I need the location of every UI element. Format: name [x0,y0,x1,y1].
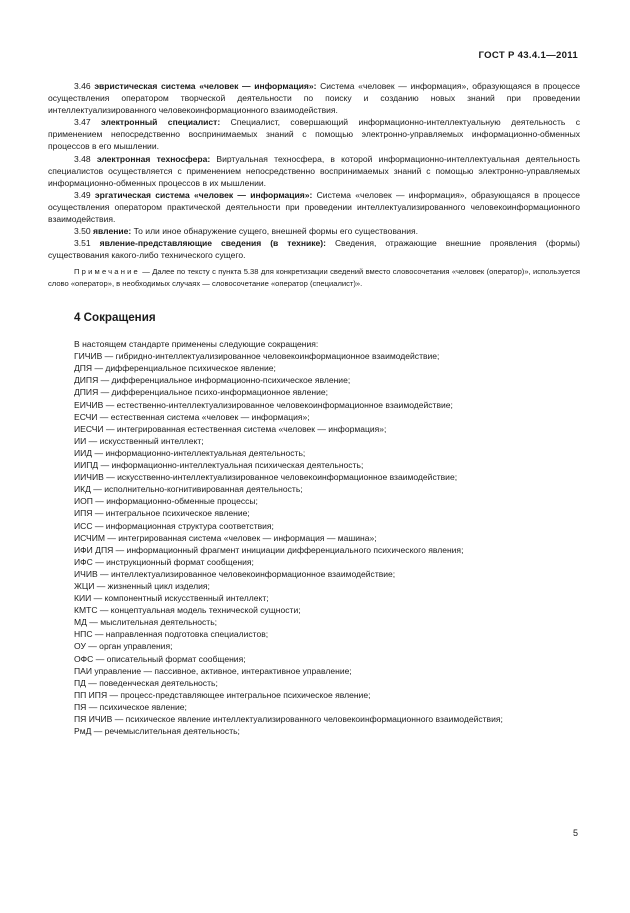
abbreviation-item: ИСС — информационная структура соответствия; [74,520,274,531]
term-definition: Система «человек — информация», образующаяся в процессе осуществления оператором практической деятельности при проведении интеллектуализированного человекоинформационного взаимодействия. [48,189,581,225]
abbreviation-item: РмД — речемыслительная деятельность; [74,726,240,737]
abbreviation-item: МД — мыслительная деятельность; [74,617,218,628]
term-name: эвристическая система «человек — информация»: [94,81,317,91]
abbreviation-item: ЕСЧИ — естественная система «человек — информация»; [74,411,310,422]
abbreviation-item: ДИПЯ — дифференциальное информационно-психическое явление; [74,375,351,386]
abbreviation-item: ДПЯ — дифференциальное психическое явление; [74,363,276,374]
abbreviation-item: ПЯ ИЧИВ — психическое явление интеллектуализированного человекоинформационного взаимодействия; [74,714,503,724]
abbreviation-item: ОФС — описательный формат сообщения; [74,653,246,664]
abbreviation-item: ИИ — искусственный интеллект; [74,435,204,446]
term-name: электронная техносфера: [96,153,211,164]
abbreviation-item: ИИД — информационно-интеллектуальная деятельность; [74,447,306,458]
term-number: 3.47 [74,117,91,128]
abbreviation-item: ИПЯ — интегральное психическое явление; [74,508,250,519]
term-number: 3.50 [74,226,91,237]
term-number: 3.49 [74,189,91,200]
abbreviation-item: ИКД — исполнительно-когнитивированная деятельность; [74,484,303,495]
abbreviation-item: ИФИ ДПЯ — информационный фрагмент инициации дифференциального психического явления; [74,544,464,555]
term-entry [48,225,580,237]
term-entry [48,189,580,225]
abbreviation-item: ИФС — инструкционный формат сообщения; [74,556,254,567]
abbreviation-item: ПАИ управление — пассивное, активное, интерактивное управление; [74,665,352,676]
term-definition: Система «человек — информация», образующаяся в процессе осуществления оператором творческой деятельности по поиску и созданию новых знаний при проведении интеллектуализированного человекоинформационного взаимодействия. [48,81,580,116]
standard-header: ГОСТ Р 43.4.1—2011 [478,50,578,61]
note-text: — Далее по тексту с пункта 5.38 для конкретизации сведений вместо словосочетания «человек (оператор)», используется слово «оператор», в необходимых случаях — словосочетание «оператор (специалист)». [48,267,580,288]
abbreviation-item: ПЯ — психическое явление; [74,701,187,712]
abbreviation-item: ЖЦИ — жизненный цикл изделия; [74,580,210,591]
note [48,266,580,289]
abbreviation-item: ИСЧИМ — интегрированная система «человек — информация — машина»; [74,532,377,543]
term-number: 3.46 [74,81,91,91]
term-name: явление: [93,226,132,237]
term-name: электронный специалист: [101,117,221,128]
abbreviation-item: ЕИЧИВ — естественно-интеллектуализированное человекоинформационное взаимодействие; [74,399,453,410]
abbreviation-item: ОУ — орган управления; [74,641,173,652]
abbreviation-item: КИИ — компонентный искусственный интеллект; [74,593,269,604]
terms-list [48,80,580,261]
term-entry [48,153,580,189]
abbreviation-item: ИЧИВ — интеллектуализированное человекоинформационное взаимодействие; [74,568,396,579]
term-definition: Специалист, совершающий информационно-интеллектуальную деятельность с применением непосредственно воспринимаемых знаний с помощью электронно-управляемых информационно-обменных процессов в его мышлении. [48,117,581,152]
abbreviation-item: ИЕСЧИ — интегрированная естественная система «человек — информация»; [74,423,387,434]
note-label: Примечание [74,267,140,277]
abbreviation-item: ГИЧИВ — гибридно-интеллектуализированное человекоинформационное взаимодействие; [74,351,440,362]
abbreviation-item: ДПИЯ — дифференциальное психо-информационное явление; [74,387,329,398]
term-name: эргатическая система «человек — информация»: [94,189,313,200]
term-definition: То или иное обнаружение сущего, внешней формы его существования. [131,226,419,237]
abbreviation-item: ПД — поведенческая деятельность; [74,677,218,688]
term-number: 3.48 [74,153,91,164]
page-content [48,80,580,737]
abbreviation-item: ИИЧИВ — искусственно-интеллектуализированное человекоинформационное взаимодействие; [74,472,458,483]
term-entry [48,80,580,116]
abbreviations-list [48,350,580,737]
term-entry [48,237,580,261]
section-intro: В настоящем стандарте применены следующие сокращения: [74,339,319,350]
abbreviation-item: ИОП — информационно-обменные процессы; [74,496,258,507]
page-number: 5 [572,828,578,838]
abbreviation-item: ИИПД — информационно-интеллектуальная психическая деятельность; [74,460,364,471]
term-definition: Виртуальная техносфера, в которой информационно-интеллектуальная деятельность специалистов осуществляется с применением непосредственно воспринимаемых знаний с помощью электронно-управляемых информационно-обменных процессов в их мышлении. [48,153,580,188]
term-definition: Сведения, отражающие внешние проявления (формы) существования какого-либо технического сущего. [48,238,581,261]
term-entry [48,116,580,152]
term-name: явление-представляющие сведения (в технике): [99,238,326,249]
term-number: 3.51 [74,238,91,249]
abbreviation-item: НПС — направленная подготовка специалистов; [74,629,269,640]
section-title: 4 Сокращения [74,311,156,324]
abbreviation-item: КМТС — концептуальная модель технической сущности; [74,605,301,616]
abbreviation-item: ПП ИПЯ — процесс-представляющее интегральное психическое явление; [74,689,371,700]
